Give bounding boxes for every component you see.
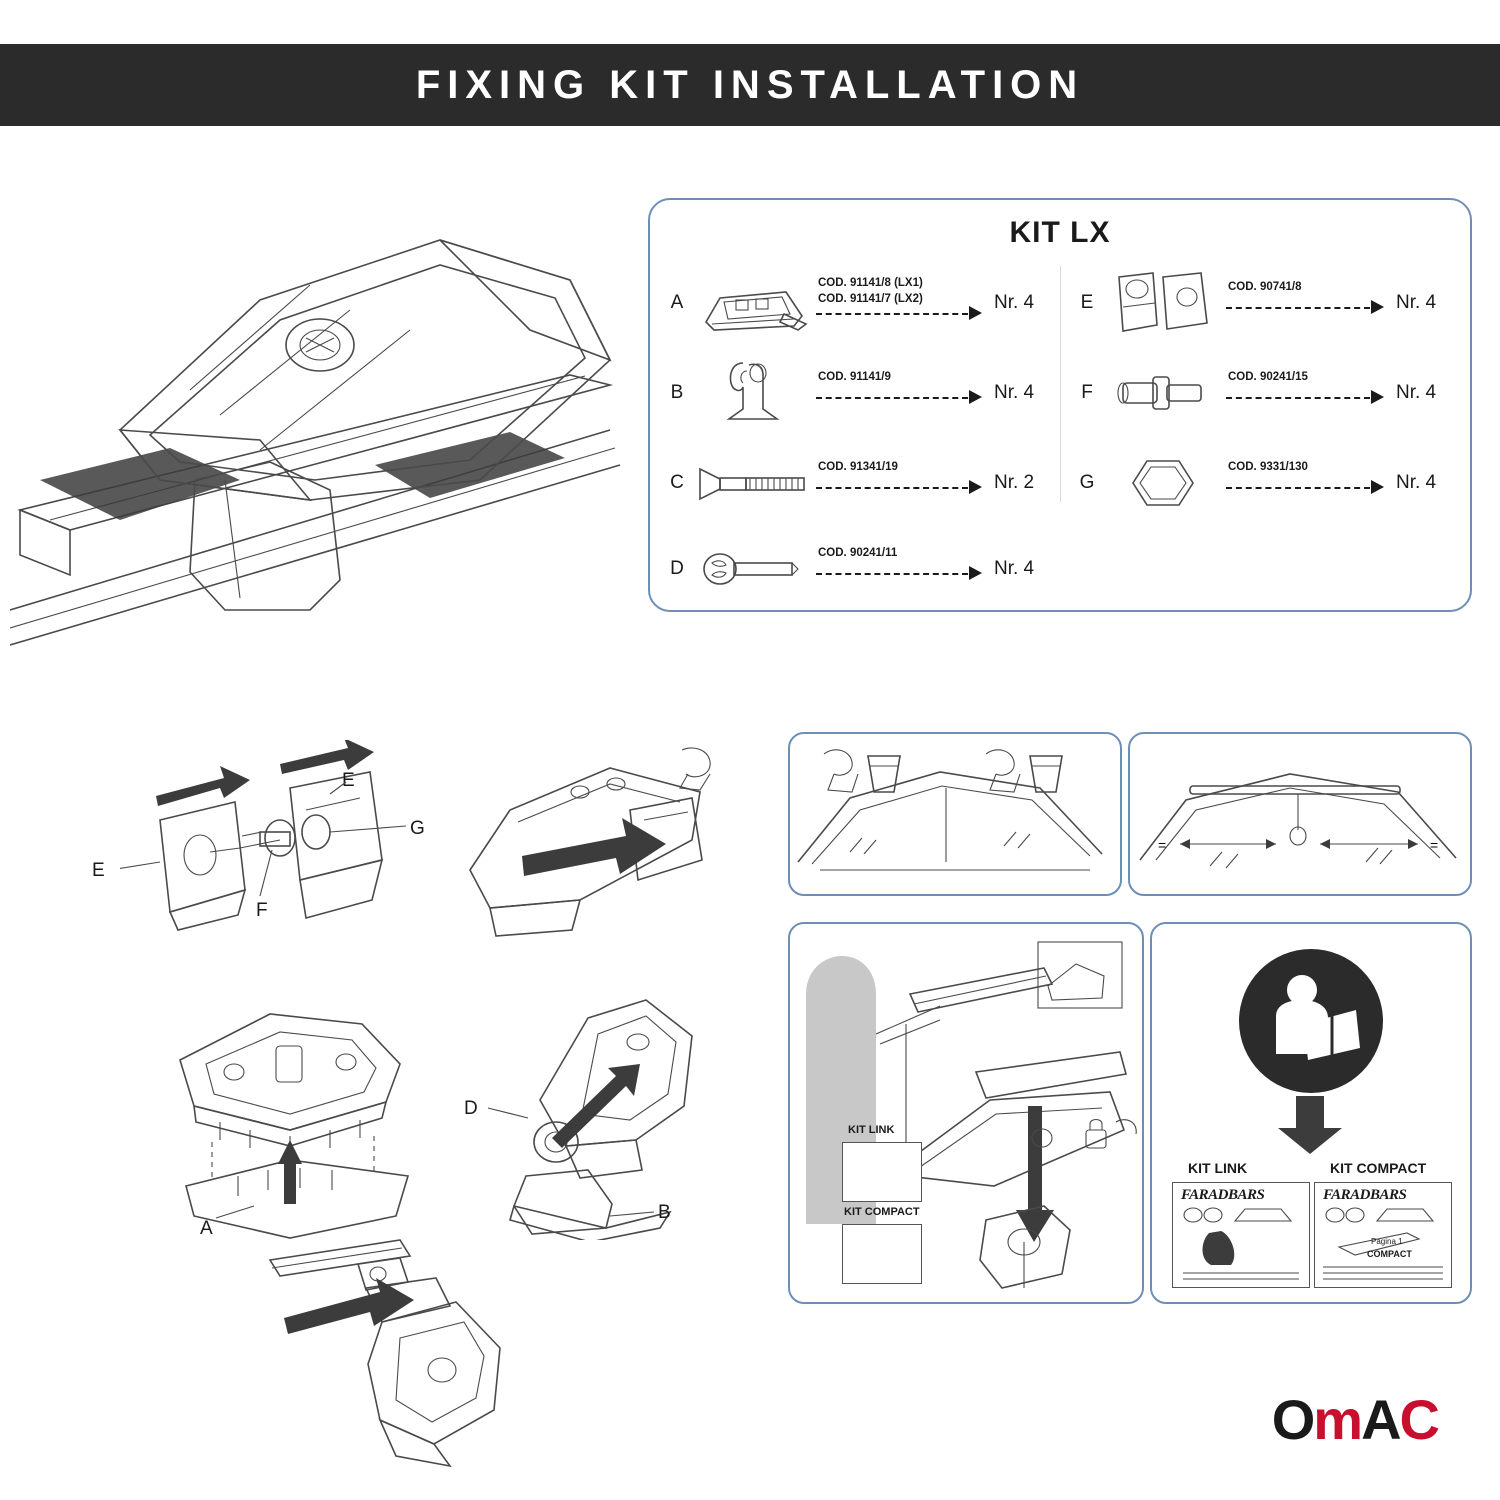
- step-label-e-left: E: [92, 860, 105, 881]
- vehicle-roof-illustration: [10, 180, 630, 660]
- kit-codes-f: [1222, 363, 1396, 423]
- part-art-screw-head: [694, 535, 812, 603]
- manual-brand-compact: FARADBARS: [1323, 1187, 1407, 1203]
- kit-code-a-2: COD. 91141/7 (LX2): [818, 293, 923, 305]
- manual-brand-link: FARADBARS: [1181, 1187, 1265, 1203]
- kit-letter-f: F: [1081, 382, 1093, 403]
- part-art-clamp-pair: [1104, 269, 1222, 337]
- step-label-f: F: [256, 900, 268, 921]
- kit-qty-e: Nr. 4: [1396, 292, 1437, 313]
- logo-letter-o: O: [1271, 1388, 1314, 1451]
- kit-row-d: [660, 530, 1060, 608]
- kit-code-b-1: COD. 91141/9: [818, 371, 891, 383]
- logo-letter-m: m: [1313, 1388, 1362, 1451]
- manual-page-label: Pagina 1: [1371, 1237, 1403, 1246]
- step-foot-to-base: [150, 990, 460, 1240]
- kit-title: KIT LX: [1009, 216, 1111, 249]
- panel-roof-cleaning: [788, 732, 1122, 896]
- kit-codes-g: [1222, 453, 1396, 513]
- kit-letter-g: G: [1079, 472, 1095, 493]
- kit-link-card-title: KIT LINK: [848, 1124, 895, 1136]
- kit-row-b: [660, 354, 1060, 432]
- kit-code-a-1: COD. 91141/8 (LX1): [818, 277, 923, 289]
- logo-letter-c: C: [1399, 1388, 1438, 1451]
- kit-letter-c: C: [670, 472, 684, 493]
- kit-row-c: [660, 444, 1060, 522]
- part-art-foot-base: [694, 269, 812, 337]
- kit-qty-g: Nr. 4: [1396, 472, 1437, 493]
- page-header: [0, 44, 1500, 126]
- logo-letter-a: A: [1361, 1388, 1400, 1451]
- kit-letter-a: A: [670, 292, 684, 313]
- panel-roof-measure: [1128, 732, 1472, 896]
- step-insert-clamp: [430, 740, 730, 950]
- step-bracket-bolt: [464, 990, 730, 1240]
- svg-text:=: =: [1430, 837, 1439, 853]
- kit-row-a: [660, 264, 1060, 342]
- kit-codes-c: [812, 453, 994, 513]
- panel-install-assist: [788, 922, 1144, 1304]
- kit-letter-d: D: [670, 558, 684, 579]
- part-art-bracket-hook: [694, 359, 812, 427]
- panel-read-instructions: [1150, 922, 1472, 1304]
- kit-code-c-1: COD. 91341/19: [818, 461, 898, 473]
- step-label-a: A: [200, 1218, 213, 1239]
- manual-kit-link: [1172, 1182, 1310, 1288]
- kit-codes-b: [812, 363, 994, 423]
- kit-qty-c: Nr. 2: [994, 472, 1035, 493]
- part-art-bushing: [1104, 359, 1222, 427]
- kit-code-d-1: COD. 90241/11: [818, 547, 898, 559]
- kit-qty-a: Nr. 4: [994, 292, 1035, 313]
- manual-kit-link-title: KIT LINK: [1188, 1160, 1248, 1176]
- kit-code-g-1: COD. 9331/130: [1228, 461, 1308, 473]
- kit-row-e: [1070, 264, 1462, 342]
- kit-link-card: [842, 1142, 922, 1202]
- kit-letter-e: E: [1080, 292, 1094, 313]
- manual-compact-label: COMPACT: [1367, 1249, 1412, 1259]
- step-label-g: G: [410, 818, 425, 839]
- kit-compact-card-title: KIT COMPACT: [844, 1206, 920, 1218]
- kit-letter-b: B: [670, 382, 684, 403]
- kit-qty-b: Nr. 4: [994, 382, 1035, 403]
- step-label-d: D: [464, 1098, 478, 1119]
- manual-kit-compact: [1314, 1182, 1452, 1288]
- kit-codes-d: [812, 539, 994, 599]
- kit-qty-d: Nr. 4: [994, 558, 1035, 579]
- manual-kit-compact-title: KIT COMPACT: [1330, 1160, 1427, 1176]
- svg-text:=: =: [1158, 837, 1167, 853]
- kit-parts-panel: [648, 198, 1472, 612]
- omac-logo: [1272, 1387, 1438, 1452]
- kit-row-f: [1070, 354, 1462, 432]
- kit-code-f-1: COD. 90241/15: [1228, 371, 1308, 383]
- kit-row-g: [1070, 444, 1462, 522]
- step-clamp-assembly: [92, 740, 480, 960]
- step-label-e-right: E: [342, 770, 355, 791]
- kit-codes-e: [1222, 273, 1396, 333]
- page-title: FIXING KIT INSTALLATION: [415, 62, 1085, 107]
- kit-compact-card: [842, 1224, 922, 1284]
- read-manual-icon: [1236, 946, 1386, 1096]
- kit-qty-f: Nr. 4: [1396, 382, 1437, 403]
- kit-codes-a: [812, 273, 994, 333]
- step-bar-to-foot: [250, 1230, 580, 1470]
- part-art-bolt-long: [694, 449, 812, 517]
- part-art-hex-nut: [1104, 449, 1222, 517]
- kit-code-e-1: COD. 90741/8: [1228, 281, 1302, 293]
- step-label-b: B: [658, 1202, 671, 1223]
